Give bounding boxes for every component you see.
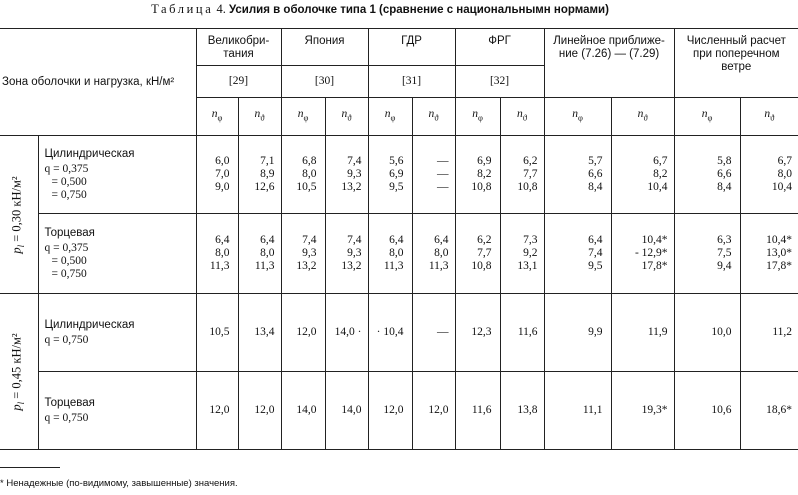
- cell-value: 13,1: [517, 260, 538, 272]
- table-row: [0, 372, 798, 450]
- cell-value: 13,2: [296, 260, 317, 272]
- value-cell: [674, 136, 740, 214]
- value-cell: [281, 214, 325, 294]
- cell-value: 8,0: [215, 247, 230, 259]
- cell-value: 8,4: [717, 181, 732, 193]
- zone-header: Зона оболочки и нагрузка, кН/м²: [0, 29, 196, 136]
- cell-value: 6,9: [389, 168, 404, 180]
- cell-value: 8,9: [260, 168, 275, 180]
- var-subscript: ϑ: [770, 112, 775, 123]
- pressure-label: [10, 333, 28, 410]
- cell-value: 11,3: [254, 260, 275, 272]
- value-cell: [325, 136, 368, 214]
- cell-value: 10,8: [471, 181, 492, 193]
- source-name: ФРГ: [488, 35, 511, 47]
- var-theta-header: [611, 98, 674, 136]
- cell-value: 6,2: [523, 155, 538, 167]
- cell-value: 14,0 ·: [334, 326, 362, 338]
- var-phi-header: [281, 98, 325, 136]
- value-cell: [500, 136, 544, 214]
- cell-value: 6,4: [389, 234, 404, 246]
- var-subscript: φ: [707, 112, 713, 123]
- zone-type: Торцевая: [44, 226, 95, 239]
- value-cell: [412, 372, 455, 450]
- caption-title: Усилия в оболочке типа 1 (сравнение с национальнымн нормами): [228, 4, 609, 16]
- value-cell: [368, 136, 412, 214]
- load-value: = 0,750: [51, 267, 87, 280]
- value-cell: [196, 372, 238, 450]
- var-symbol: n: [211, 108, 218, 121]
- cell-value: 11,3: [428, 260, 449, 272]
- source-header: [544, 29, 674, 98]
- value-cell: [325, 294, 368, 372]
- load-cell: [38, 136, 196, 214]
- value-cell: [455, 294, 500, 372]
- zone-type: Торцевая: [44, 396, 95, 409]
- source-name: Линейное приближе- ние (7.26) — (7.29): [553, 35, 665, 60]
- var-symbol: n: [572, 108, 578, 121]
- table-caption: [0, 2, 760, 17]
- caption-number: 4.: [216, 2, 226, 16]
- value-cell: [238, 294, 281, 372]
- source-header: [368, 29, 455, 66]
- source-ref: [32]: [455, 66, 544, 98]
- cell-value: 7,4: [302, 234, 317, 246]
- load-cell: [38, 294, 196, 372]
- table-row: [0, 294, 798, 372]
- value-cell: [500, 372, 544, 450]
- load-value: = 0,500: [51, 254, 87, 267]
- cell-value: 6,6: [717, 168, 732, 180]
- value-cell: [238, 136, 281, 214]
- pressure-value: = 0,45 кН/м²: [9, 332, 23, 399]
- cell-value: 6,4: [588, 234, 603, 246]
- cell-value: 9,2: [523, 247, 538, 259]
- caption-word: Таблица: [151, 2, 214, 16]
- cell-value: 6,3: [717, 234, 732, 246]
- var-symbol: n: [764, 108, 771, 121]
- source-ref: [29]: [196, 66, 281, 98]
- var-phi-header: [674, 98, 740, 136]
- cell-value: 8,4: [588, 181, 603, 193]
- var-subscript: φ: [303, 112, 309, 123]
- var-subscript: φ: [217, 112, 223, 123]
- cell-value: 7,1: [260, 155, 275, 167]
- cell-value: 11,1: [582, 404, 603, 416]
- footnote-rule: [0, 467, 60, 468]
- value-cell: [500, 294, 544, 372]
- value-cell: [368, 294, 412, 372]
- var-symbol: n: [701, 108, 708, 121]
- cell-value: 10,4*: [641, 234, 668, 246]
- var-theta-header: [500, 98, 544, 136]
- cell-value: —: [437, 155, 449, 167]
- load-value: q = 0,375: [44, 241, 89, 254]
- cell-value: 8,0: [389, 247, 404, 259]
- value-cell: [740, 294, 798, 372]
- cell-value: 12,6: [254, 181, 275, 193]
- source-name: Численный расчет при поперечном ветре: [686, 35, 786, 73]
- cell-value: 6,7: [653, 155, 668, 167]
- var-phi-header: [368, 98, 412, 136]
- value-cell: [196, 214, 238, 294]
- cell-value: 8,0: [302, 168, 317, 180]
- table-row: [0, 214, 798, 294]
- value-cell: [281, 294, 325, 372]
- pressure-label: [10, 176, 28, 253]
- footnote: * Ненадежные (по-видимому, завышенные) значения.: [0, 478, 238, 489]
- value-cell: [196, 136, 238, 214]
- var-symbol: n: [517, 108, 523, 121]
- cell-value: · 10,4: [376, 326, 404, 338]
- cell-value: 10,4*: [766, 234, 793, 246]
- value-cell: [674, 294, 740, 372]
- cell-value: 11,6: [517, 326, 538, 338]
- cell-value: 10,6: [711, 404, 732, 416]
- cell-value: 6,7: [777, 155, 793, 167]
- cell-value: —: [437, 168, 449, 180]
- cell-value: 7,3: [523, 234, 538, 246]
- value-cell: [611, 136, 674, 214]
- var-theta-header: [412, 98, 455, 136]
- cell-value: 9,3: [347, 168, 362, 180]
- cell-value: 6,4: [260, 234, 275, 246]
- var-theta-header: [325, 98, 368, 136]
- cell-value: 6,6: [588, 168, 603, 180]
- cell-value: 9,9: [588, 326, 603, 338]
- var-subscript: ϑ: [347, 112, 352, 123]
- zone-type: Цилиндрическая: [44, 318, 135, 331]
- load-value: = 0,500: [51, 175, 87, 188]
- value-cell: [500, 214, 544, 294]
- cell-value: 12,0: [209, 404, 230, 416]
- value-cell: [740, 372, 798, 450]
- value-cell: [325, 214, 368, 294]
- cell-value: 9,0: [215, 181, 230, 193]
- pressure-group-label: [0, 294, 38, 450]
- var-subscript: ϑ: [434, 112, 439, 123]
- cell-value: 13,4: [254, 326, 275, 338]
- var-symbol: n: [384, 108, 391, 121]
- cell-value: —: [437, 181, 449, 193]
- cell-value: 9,5: [588, 260, 603, 272]
- source-header: [455, 29, 544, 66]
- cell-value: 13,8: [517, 404, 538, 416]
- cell-value: 8,2: [653, 168, 668, 180]
- source-header: [196, 29, 281, 66]
- cell-value: 10,5: [296, 181, 317, 193]
- cell-value: 18,6*: [766, 404, 793, 416]
- value-cell: [740, 136, 798, 214]
- cell-value: 7,4: [588, 247, 603, 259]
- value-cell: [412, 136, 455, 214]
- cell-value: 9,4: [717, 260, 732, 272]
- source-header: [281, 29, 368, 66]
- cell-value: 12,0: [254, 404, 275, 416]
- pressure-group-label: [0, 136, 38, 294]
- var-theta-header: [740, 98, 798, 136]
- var-subscript: φ: [390, 112, 396, 123]
- cell-value: 11,3: [209, 260, 230, 272]
- cell-value: 10,4: [647, 181, 668, 193]
- value-cell: [674, 214, 740, 294]
- var-subscript: φ: [577, 112, 583, 123]
- source-ref: [31]: [368, 66, 455, 98]
- value-cell: [544, 294, 611, 372]
- value-cell: [368, 372, 412, 450]
- cell-value: 14,0: [296, 404, 317, 416]
- pressure-value: = 0,30 кН/м²: [9, 175, 23, 242]
- pressure-subscript: l: [15, 244, 26, 247]
- value-cell: [455, 372, 500, 450]
- cell-value: 10,8: [471, 260, 492, 272]
- cell-value: 5,6: [389, 155, 404, 167]
- header-row-sources: [0, 29, 798, 66]
- value-cell: [368, 214, 412, 294]
- cell-value: 12,0: [296, 326, 317, 338]
- cell-value: 13,2: [341, 181, 362, 193]
- var-symbol: n: [428, 108, 435, 121]
- source-ref: [30]: [281, 66, 368, 98]
- cell-value: 11,2: [772, 326, 793, 338]
- cell-value: —: [437, 326, 449, 338]
- source-name: Япония: [304, 35, 345, 47]
- cell-value: 8,0: [777, 168, 793, 180]
- value-cell: [196, 294, 238, 372]
- var-theta-header: [238, 98, 281, 136]
- cell-value: 7,4: [347, 155, 362, 167]
- cell-value: 19,3*: [641, 404, 668, 416]
- var-subscript: ϑ: [522, 112, 528, 123]
- table-row: [0, 136, 798, 214]
- zone-type: Цилиндрическая: [44, 147, 135, 160]
- cell-value: 12,0: [428, 404, 449, 416]
- cell-value: 7,5: [717, 247, 732, 259]
- cell-value: 8,0: [434, 247, 449, 259]
- cell-value: 7,0: [215, 168, 230, 180]
- value-cell: [455, 136, 500, 214]
- cell-value: 11,3: [383, 260, 404, 272]
- value-cell: [611, 294, 674, 372]
- cell-value: 13,2: [341, 260, 362, 272]
- value-cell: [238, 214, 281, 294]
- cell-value: 7,7: [477, 247, 492, 259]
- var-symbol: n: [637, 108, 644, 121]
- cell-value: 11,9: [647, 326, 668, 338]
- load-value: q = 0,750: [44, 411, 89, 424]
- value-cell: [611, 372, 674, 450]
- value-cell: [455, 214, 500, 294]
- source-name: Великобри- тания: [207, 35, 270, 60]
- source-name: ГДР: [401, 35, 422, 47]
- var-symbol: n: [341, 108, 348, 121]
- cell-value: 7,7: [523, 168, 538, 180]
- value-cell: [611, 214, 674, 294]
- var-subscript: ϑ: [643, 112, 648, 123]
- cell-value: 11,6: [471, 404, 492, 416]
- cell-value: 6,9: [477, 155, 492, 167]
- cell-value: 9,3: [302, 247, 317, 259]
- cell-value: 9,5: [389, 181, 404, 193]
- source-header: [674, 29, 798, 98]
- cell-value: 10,5: [209, 326, 230, 338]
- load-cell: [38, 214, 196, 294]
- cell-value: 6,0: [215, 155, 230, 167]
- value-cell: [740, 214, 798, 294]
- cell-value: 8,2: [477, 168, 492, 180]
- pressure-symbol: p: [9, 246, 23, 254]
- pressure-symbol: p: [9, 403, 23, 411]
- cell-value: 13,0*: [766, 247, 793, 259]
- cell-value: 6,4: [215, 234, 230, 246]
- forces-table: [0, 28, 798, 450]
- var-symbol: n: [254, 108, 261, 121]
- cell-value: 17,8*: [766, 260, 793, 272]
- var-subscript: φ: [477, 112, 483, 123]
- value-cell: [674, 372, 740, 450]
- var-phi-header: [544, 98, 611, 136]
- load-value: = 0,750: [51, 188, 87, 201]
- cell-value: - 12,9*: [634, 247, 668, 259]
- cell-value: 6,2: [477, 234, 492, 246]
- load-cell: [38, 372, 196, 450]
- cell-value: 6,4: [434, 234, 449, 246]
- pressure-subscript: l: [15, 401, 26, 404]
- cell-value: 12,3: [471, 326, 492, 338]
- value-cell: [544, 136, 611, 214]
- load-value: q = 0,375: [44, 162, 89, 175]
- cell-value: 10,8: [517, 181, 538, 193]
- cell-value: 6,8: [302, 155, 317, 167]
- cell-value: 5,7: [588, 155, 603, 167]
- cell-value: 10,0: [711, 326, 732, 338]
- cell-value: 17,8*: [641, 260, 668, 272]
- cell-value: 7,4: [347, 234, 362, 246]
- cell-value: 12,0: [383, 404, 404, 416]
- cell-value: 8,0: [260, 247, 275, 259]
- value-cell: [544, 214, 611, 294]
- cell-value: 10,4: [771, 181, 793, 193]
- value-cell: [325, 372, 368, 450]
- value-cell: [238, 372, 281, 450]
- cell-value: 5,8: [717, 155, 732, 167]
- var-subscript: ϑ: [260, 112, 265, 123]
- value-cell: [412, 294, 455, 372]
- var-symbol: n: [472, 108, 478, 121]
- value-cell: [281, 372, 325, 450]
- cell-value: 14,0: [341, 404, 362, 416]
- cell-value: 9,3: [347, 247, 362, 259]
- value-cell: [544, 372, 611, 450]
- var-phi-header: [196, 98, 238, 136]
- load-value: q = 0,750: [44, 333, 89, 346]
- var-phi-header: [455, 98, 500, 136]
- value-cell: [281, 136, 325, 214]
- value-cell: [412, 214, 455, 294]
- var-symbol: n: [297, 108, 304, 121]
